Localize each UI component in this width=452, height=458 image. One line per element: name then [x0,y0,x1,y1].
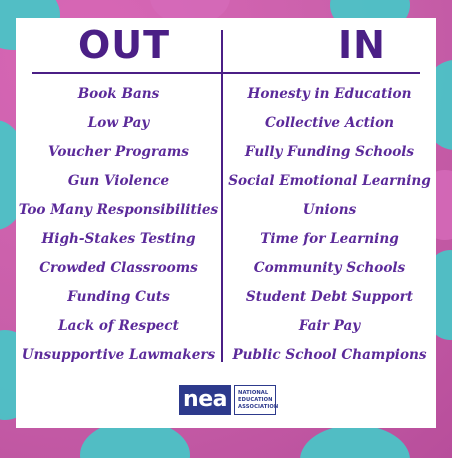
out-list-item: Unsupportive Lawmakers [21,347,216,363]
out-heading: OUT [78,23,171,67]
in-list-item: Student Debt Support [245,289,414,305]
out-list-item: Gun Violence [67,173,170,189]
out-in-card [16,18,436,428]
out-list-item: High-Stakes Testing [41,231,196,247]
in-list-item: Social Emotional Learning [228,173,431,189]
in-list-item: Public School Champions [232,347,427,363]
in-list-item: Community Schools [253,260,406,276]
out-list-item: Voucher Programs [48,144,189,160]
out-list-item: Funding Cuts [67,289,170,305]
out-list-item: Too Many Responsibilities [18,202,219,218]
out-list-item: Low Pay [87,115,150,131]
in-list-item: Collective Action [264,115,395,131]
in-list-item: Fully Funding Schools [244,144,415,160]
out-list [16,80,221,370]
logo-text-line: EDUCATION [238,396,273,403]
in-list-item: Fair Pay [298,318,361,334]
in-list-item: Unions [302,202,357,218]
in-list [223,80,436,370]
out-list-item: Lack of Respect [58,318,179,334]
out-list-item: Book Bans [77,86,160,102]
out-list-item: Crowded Classrooms [39,260,198,276]
logo-text-line: NATIONAL [238,389,269,396]
logo-text-line: ASSOCIATION [238,403,279,410]
in-heading: IN [338,23,386,67]
nea-logo [179,385,279,415]
in-list-item: Time for Learning [260,231,399,247]
nea-logo-mark: nea [179,385,231,415]
in-list-item: Honesty in Education [247,86,412,102]
nea-logo-wordmark [234,385,279,415]
header-divider [32,72,420,74]
teal-apple-shape [300,425,410,458]
